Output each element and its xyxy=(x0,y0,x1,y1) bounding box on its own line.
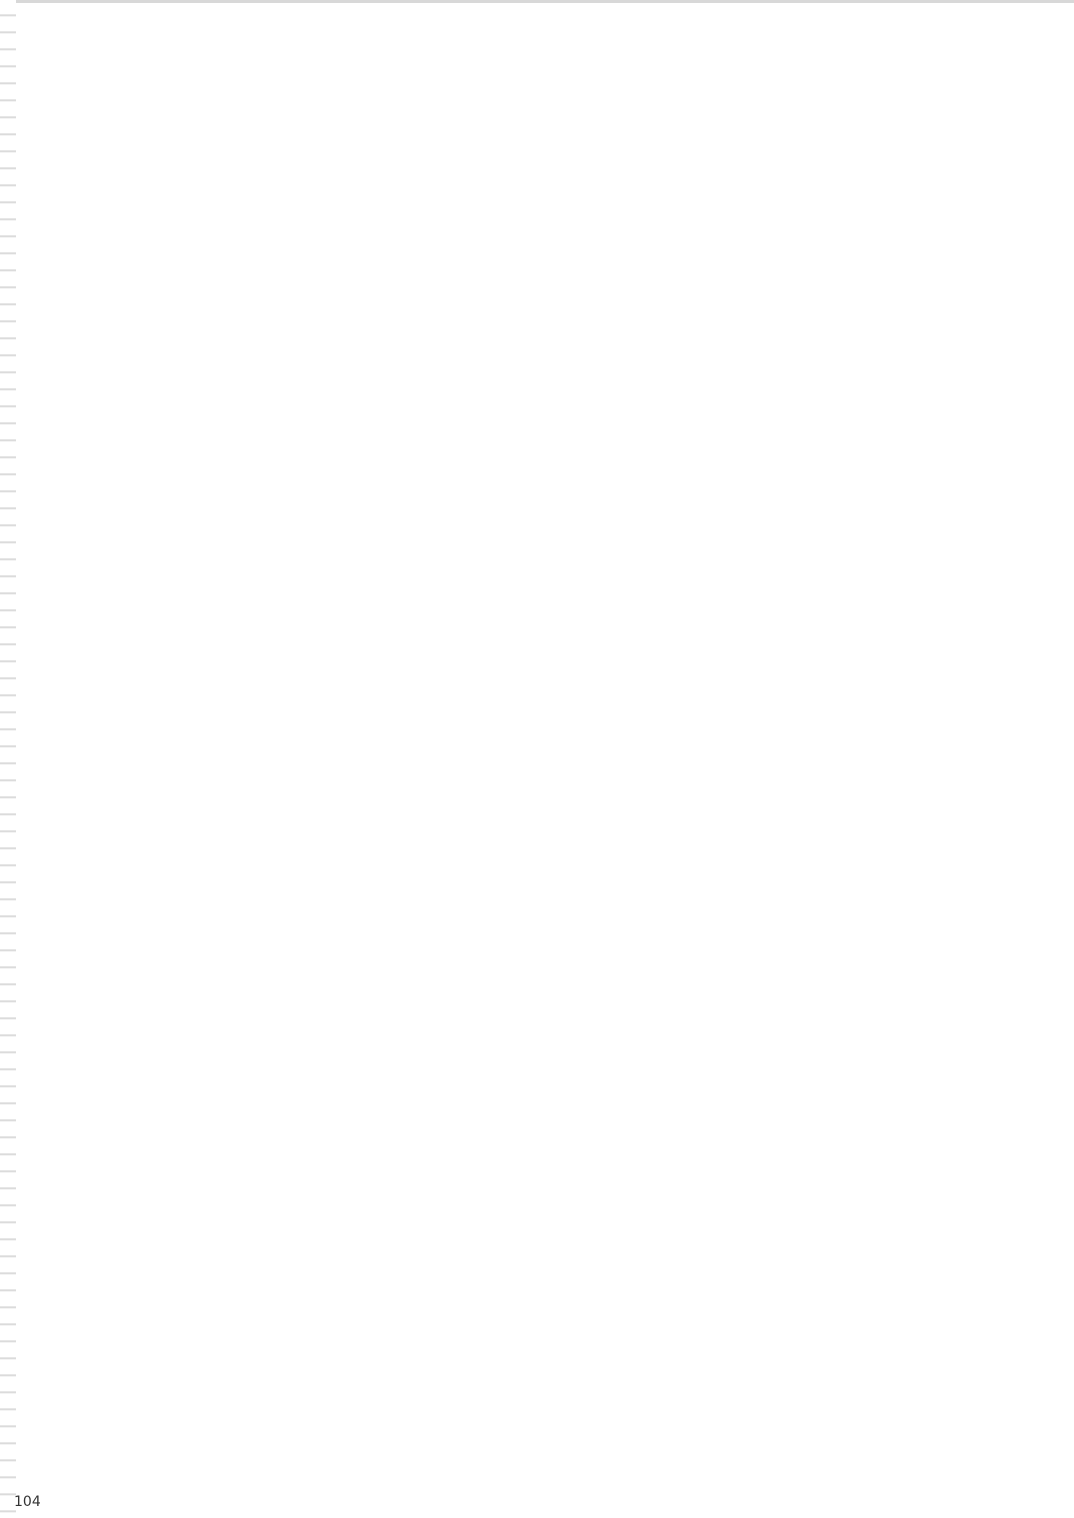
top-edge xyxy=(0,0,1074,3)
page-number: 104 xyxy=(14,1494,41,1510)
binding-edge xyxy=(0,0,16,1518)
